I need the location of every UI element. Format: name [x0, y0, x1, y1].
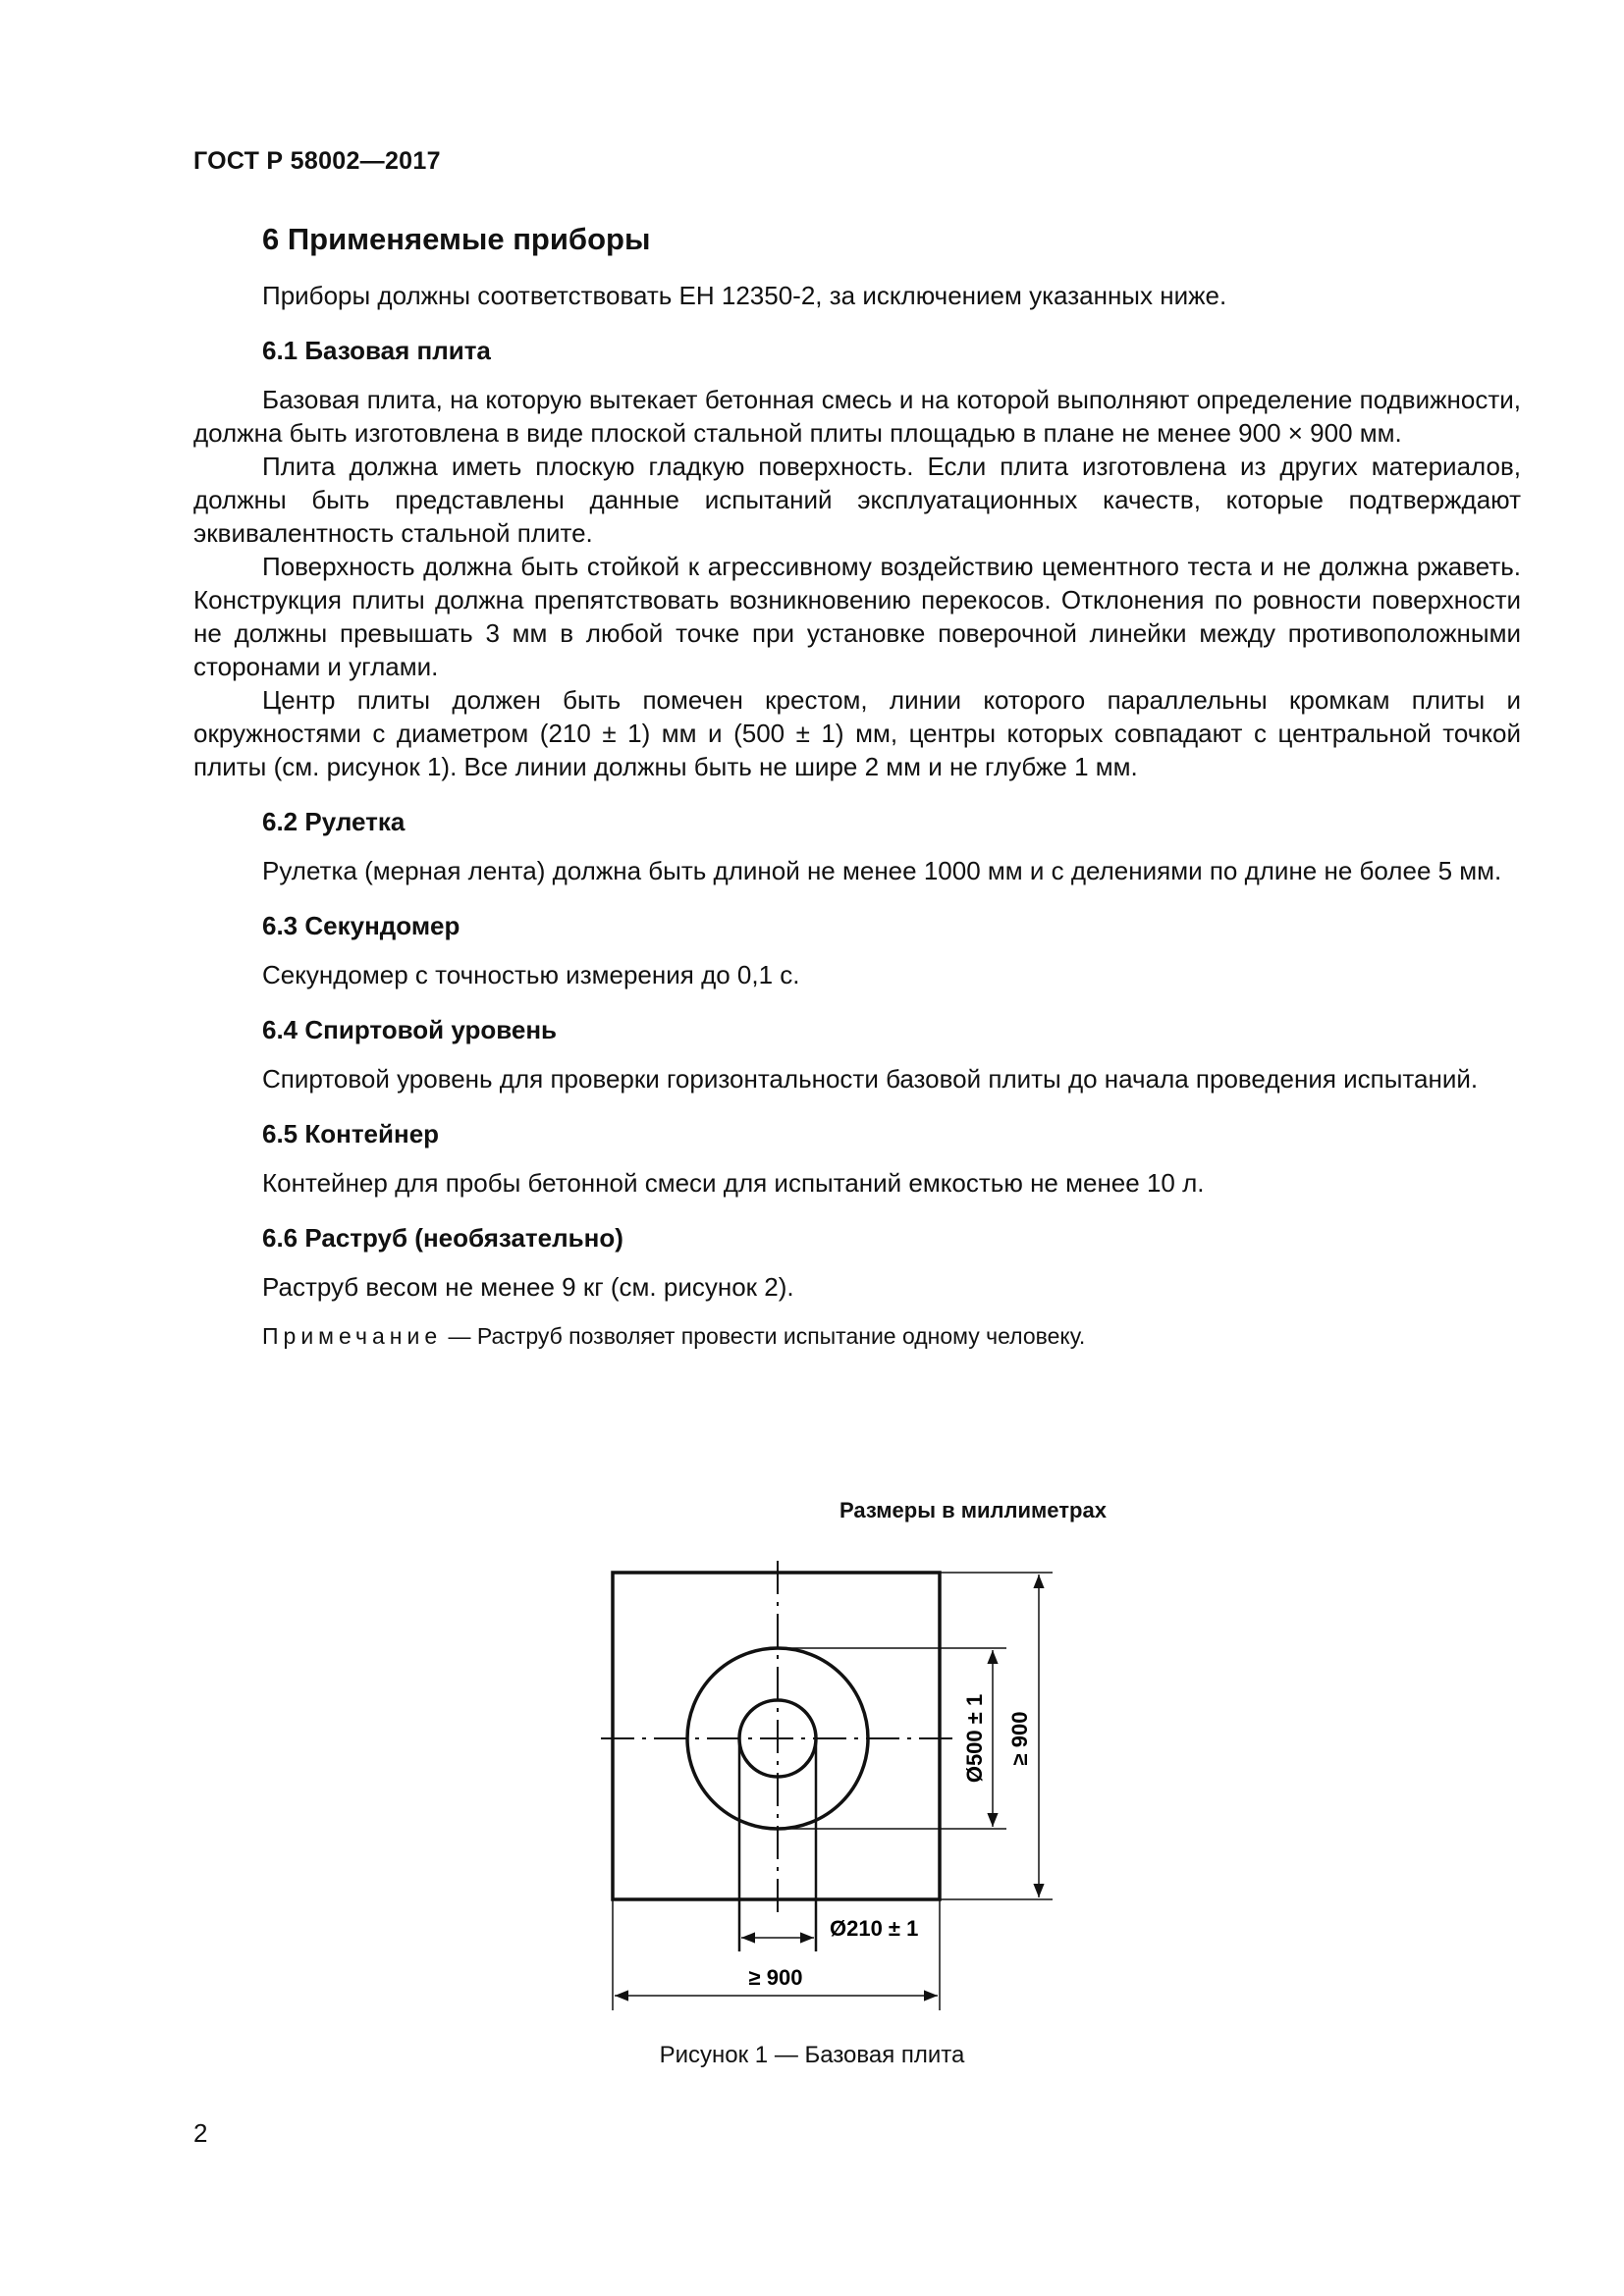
- dim-label-outer-circle: Ø500 ± 1: [962, 1693, 987, 1784]
- subsection-6-3-paragraph: Секундомер с точностью измерения до 0,1 с.: [262, 960, 800, 989]
- subsection-6-4-paragraph: Спиртовой уровень для проверки горизонтальности базовой плиты до начала проведения испытаний.: [262, 1064, 1479, 1094]
- subsection-6-6-title: 6.6 Раструб (необязательно): [262, 1223, 623, 1253]
- section-intro: Приборы должны соответствовать ЕН 12350-2, за исключением указанных ниже.: [262, 281, 1227, 310]
- subsection-6-1-paragraph-2: Плита должна иметь плоскую гладкую поверхность. Если плита изготовлена из других материалов, должны быть представлены данные испытаний эксплуатационных качеств, которые подтверждают эквивалентность стальной плите.: [193, 452, 1521, 548]
- plate-outline: [613, 1573, 940, 1899]
- page-number: 2: [193, 2118, 208, 2148]
- note-text: — Раструб позволяет провести испытание одному человеку.: [442, 1323, 1086, 1349]
- subsection-6-1-title: 6.1 Базовая плита: [262, 336, 491, 365]
- subsection-6-4-title: 6.4 Спиртовой уровень: [262, 1015, 558, 1044]
- subsection-6-1-paragraph-1: Базовая плита, на которую вытекает бетонная смесь и на которой выполняют определение подвижности, должна быть изготовлена в виде плоской стальной плиты площадью в плане не менее 900 × 900 мм.: [193, 385, 1521, 448]
- subsection-6-1-paragraph-3: Поверхность должна быть стойкой к агрессивному воздействию цементного теста и не должна ржаветь. Конструкция плиты должна препятствовать возникновению перекосов. Отклонения по ровности поверхности не должны превышать 3 мм в любой точке при установке поверочной линейки между противоположными сторонами и углами.: [193, 552, 1521, 681]
- figure-caption: Рисунок 1 — Базовая плита: [659, 2042, 965, 2068]
- dim-label-plate-width: ≥ 900: [748, 1965, 803, 1990]
- section-title: 6 Применяемые приборы: [262, 222, 651, 256]
- subsection-6-2-title: 6.2 Рулетка: [262, 807, 406, 836]
- dim-label-inner-circle: Ø210 ± 1: [830, 1916, 919, 1941]
- subsection-6-5-title: 6.5 Контейнер: [262, 1119, 440, 1148]
- subsection-6-5-paragraph: Контейнер для пробы бетонной смеси для испытаний емкостью не менее 10 л.: [262, 1168, 1205, 1198]
- figure-units-label: Размеры в миллиметрах: [839, 1498, 1107, 1522]
- subsection-6-2-paragraph: Рулетка (мерная лента) должна быть длиной не менее 1000 мм и с делениями по длине не более 5 мм.: [262, 856, 1502, 885]
- dim-label-plate-height: ≥ 900: [1007, 1711, 1032, 1766]
- subsection-6-1-paragraph-4: Центр плиты должен быть помечен крестом, линии которого параллельны кромкам плиты и окружностями с диаметром (210 ± 1) мм и (500 ± 1) мм, центры которых совпадают с центральной точкой плиты (см. рисунок 1). Все линии должны быть не шире 2 мм и не глубже 1 мм.: [193, 685, 1521, 781]
- subsection-6-6-paragraph: Раструб весом не менее 9 кг (см. рисунок 2).: [262, 1272, 794, 1302]
- subsection-6-3-title: 6.3 Секундомер: [262, 911, 460, 940]
- document-header: ГОСТ Р 58002—2017: [193, 147, 441, 175]
- note-label: Примечание: [262, 1323, 443, 1349]
